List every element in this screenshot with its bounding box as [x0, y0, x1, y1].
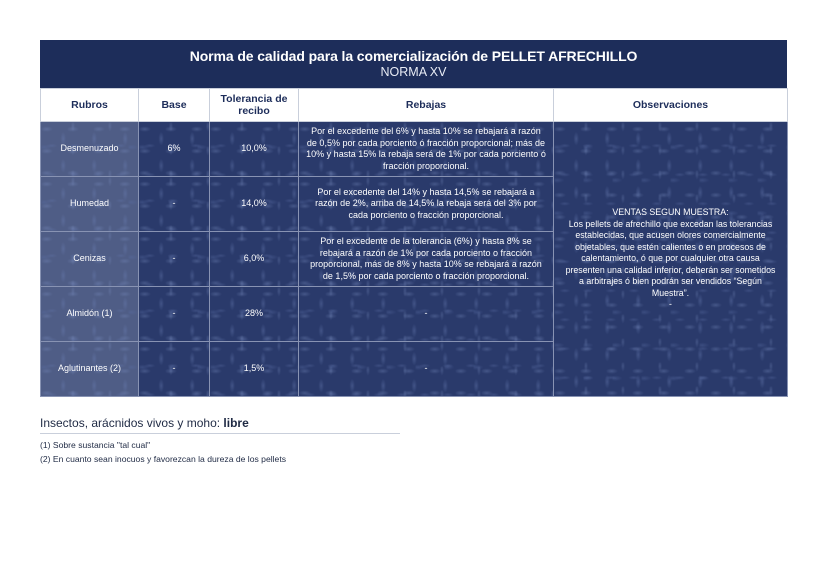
quality-standard-sheet: [40, 40, 787, 397]
column-header-rubros: Rubros: [41, 89, 139, 122]
table-row: [41, 122, 788, 177]
observaciones-body: Los pellets de afrechillo que excedan las tolerancias establecidas, que acusen olores comercialmente objetables, que estén calientes o en procesos de calentamiento, ó que por cualquier otra causa presenten una calidad inferior, deberán ser sometidos a arbitrajes ó bien podrán ser vendidos “Según Muestra”.: [565, 218, 776, 298]
footnote-2: (2) En cuanto sean inocuos y favorezcan la dureza de los pellets: [40, 454, 287, 464]
base-cell: -: [139, 177, 210, 232]
base-cell: -: [139, 232, 210, 287]
page-subtitle: NORMA XV: [380, 65, 447, 79]
rubro-cell: Cenizas: [41, 232, 139, 287]
rebajas-cell: Por el excedente del 14% y hasta 14,5% se rebajará a razón de 2%, arriba de 14,5% la rebaja será del 3% por cada porciento o fracción proporcional.: [299, 177, 554, 232]
base-cell: 6%: [139, 122, 210, 177]
tolerancia-cell: 28%: [210, 287, 299, 342]
rebajas-cell: -: [299, 287, 554, 342]
tolerancia-cell: 10,0%: [210, 122, 299, 177]
insectos-value: libre: [223, 416, 249, 430]
tolerancia-cell: 1,5%: [210, 342, 299, 397]
column-header-observaciones: Observaciones: [554, 89, 788, 122]
observaciones-trailer: -: [669, 299, 672, 310]
column-header-rebajas: Rebajas: [299, 89, 554, 122]
table-header-row: [41, 89, 788, 122]
observaciones-cell: [554, 122, 788, 397]
rubro-cell: Almidón (1): [41, 287, 139, 342]
rebajas-cell: -: [299, 342, 554, 397]
footer-notes: [40, 416, 400, 464]
footnote-1: (1) Sobre sustancia "tal cual": [40, 440, 151, 450]
insectos-label: Insectos, arácnidos vivos y moho:: [40, 416, 224, 430]
rebajas-cell: Por el excedente del 6% y hasta 10% se rebajará a razón de 0,5% por cada porciento ó fracción proporcional; más de 10% y hasta 15% la rebaja será de 1% por cada porciento ó fracción proporcional.: [299, 122, 554, 177]
base-cell: -: [139, 342, 210, 397]
observaciones-heading: VENTAS SEGUN MUESTRA:: [612, 207, 729, 218]
rubro-cell: Humedad: [41, 177, 139, 232]
base-cell: -: [139, 287, 210, 342]
page-title: Norma de calidad para la comercialización de PELLET AFRECHILLO: [189, 48, 638, 64]
insectos-line: [40, 416, 400, 434]
column-header-tolerancia: Tolerancia de recibo: [210, 89, 299, 122]
quality-table: [40, 88, 788, 397]
title-banner: [40, 40, 787, 88]
rubro-cell: Aglutinantes (2): [41, 342, 139, 397]
tolerancia-cell: 6,0%: [210, 232, 299, 287]
rebajas-cell: Por el excedente de la tolerancia (6%) y hasta 8% se rebajará a razón de 1% por cada porciento o fracción proporcional, más de 8% y hasta 10% se rebajará a razón de 1,5% por cada porciento o fracción proporcional.: [299, 232, 554, 287]
rubro-cell: Desmenuzado: [41, 122, 139, 177]
tolerancia-cell: 14,0%: [210, 177, 299, 232]
column-header-base: Base: [139, 89, 210, 122]
